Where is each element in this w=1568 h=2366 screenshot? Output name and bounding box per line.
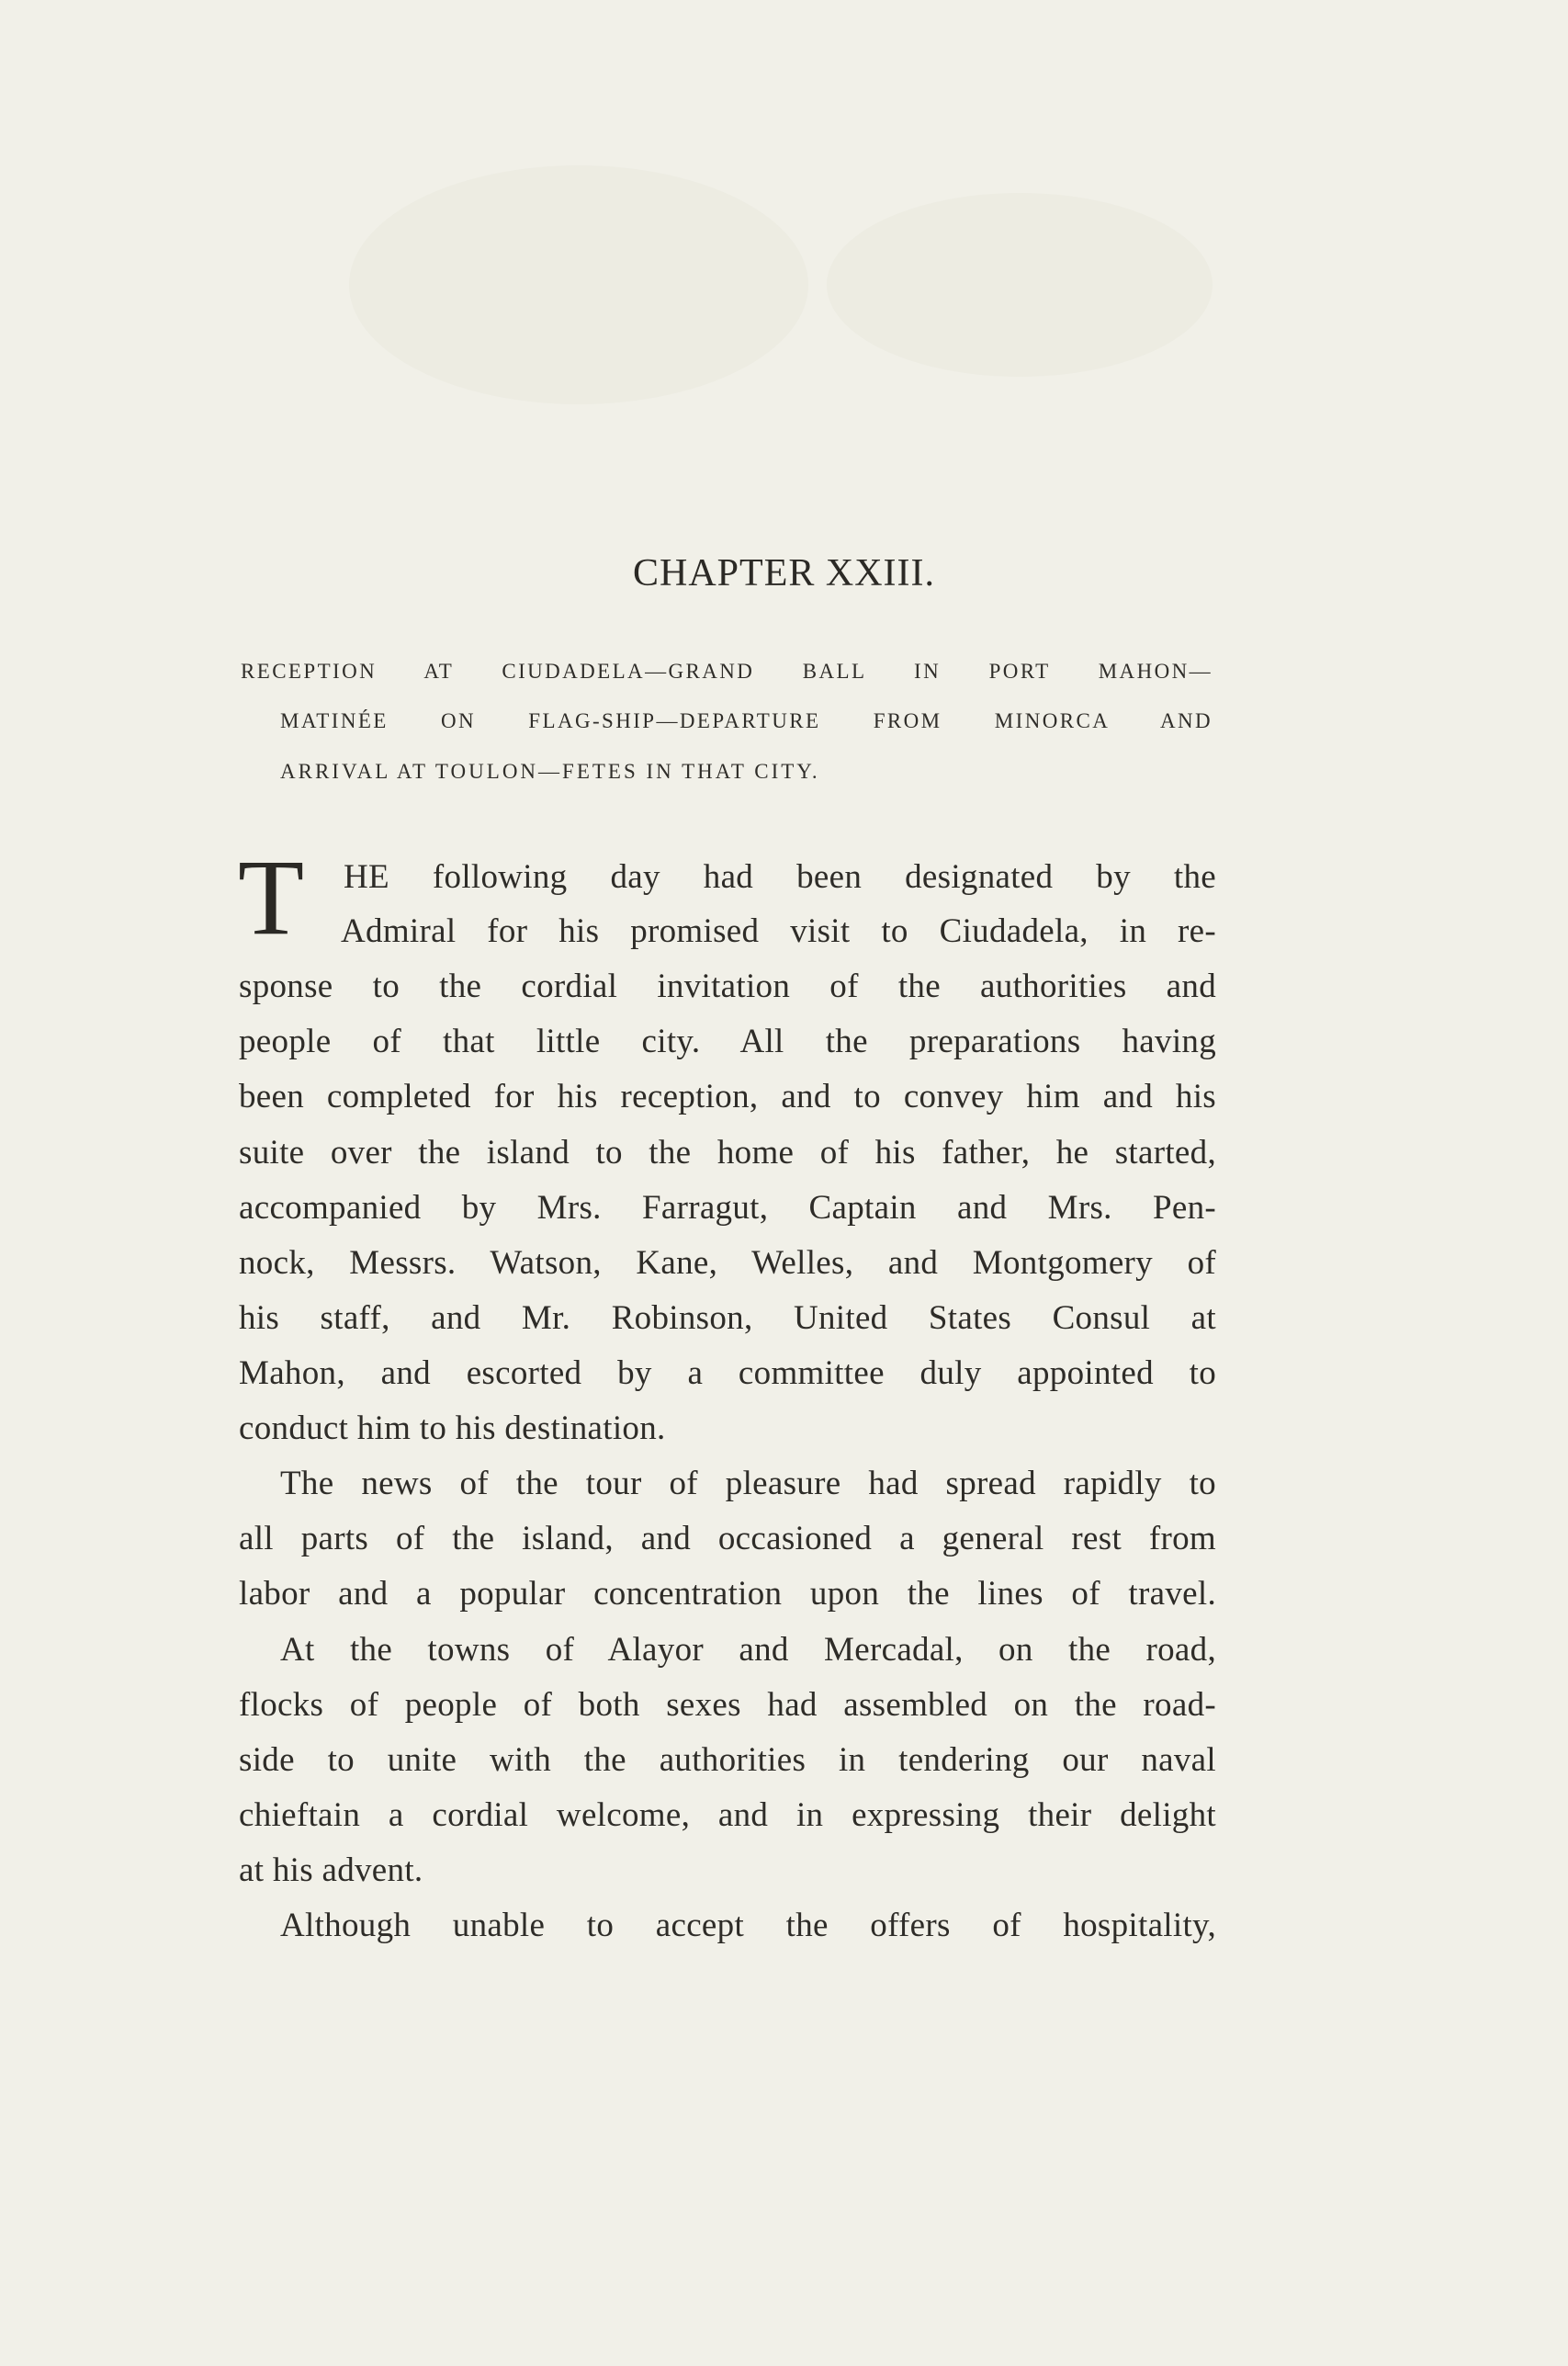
body-line: sponse to the cordial invitation of the authorities and xyxy=(239,968,1216,1005)
paper-stain xyxy=(349,165,808,404)
body-line: nock, Messrs. Watson, Kane, Welles, and Montgomery of xyxy=(239,1244,1216,1282)
body-line: all parts of the island, and occasioned a general rest from xyxy=(239,1520,1216,1557)
body-line: side to unite with the authorities in tendering our naval xyxy=(239,1741,1216,1779)
body-line: The news of the tour of pleasure had spread rapidly to xyxy=(280,1465,1216,1502)
body-line: chieftain a cordial welcome, and in expressing their delight xyxy=(239,1796,1216,1834)
chapter-summary-line: MATINÉE ON FLAG-SHIP—DEPARTURE FROM MINORCA AND xyxy=(280,709,1213,732)
body-line: Mahon, and escorted by a committee duly appointed to xyxy=(239,1354,1216,1392)
body-line: suite over the island to the home of his father, he started, xyxy=(239,1134,1216,1172)
body-line: labor and a popular concentration upon the lines of travel. xyxy=(239,1575,1216,1613)
body-line: HE following day had been designated by the xyxy=(344,858,1216,896)
body-line: people of that little city. All the preparations having xyxy=(239,1023,1216,1060)
body-line: Although unable to accept the offers of hospitality, xyxy=(280,1907,1216,1944)
body-line: flocks of people of both sexes had assembled on the road- xyxy=(239,1686,1216,1724)
body-line: Admiral for his promised visit to Ciudadela, in re- xyxy=(341,912,1216,950)
chapter-title xyxy=(0,551,1568,595)
chapter-title-text: CHAPTER XXIII. xyxy=(633,552,935,594)
body-line: been completed for his reception, and to convey him and his xyxy=(239,1078,1216,1115)
body-line: his staff, and Mr. Robinson, United States Consul at xyxy=(239,1299,1216,1337)
body-line: At the towns of Alayor and Mercadal, on the road, xyxy=(280,1631,1216,1669)
paper-stain xyxy=(827,193,1213,377)
body-line: conduct him to his destination. xyxy=(239,1409,666,1447)
drop-cap: T xyxy=(238,837,305,957)
body-line: accompanied by Mrs. Farragut, Captain and Mrs. Pen- xyxy=(239,1189,1216,1227)
body-line: at his advent. xyxy=(239,1851,423,1889)
chapter-summary-line: ARRIVAL AT TOULON—FETES IN THAT CITY. xyxy=(280,760,820,783)
chapter-summary-line: RECEPTION AT CIUDADELA—GRAND BALL IN PORT MAHON— xyxy=(241,660,1213,683)
